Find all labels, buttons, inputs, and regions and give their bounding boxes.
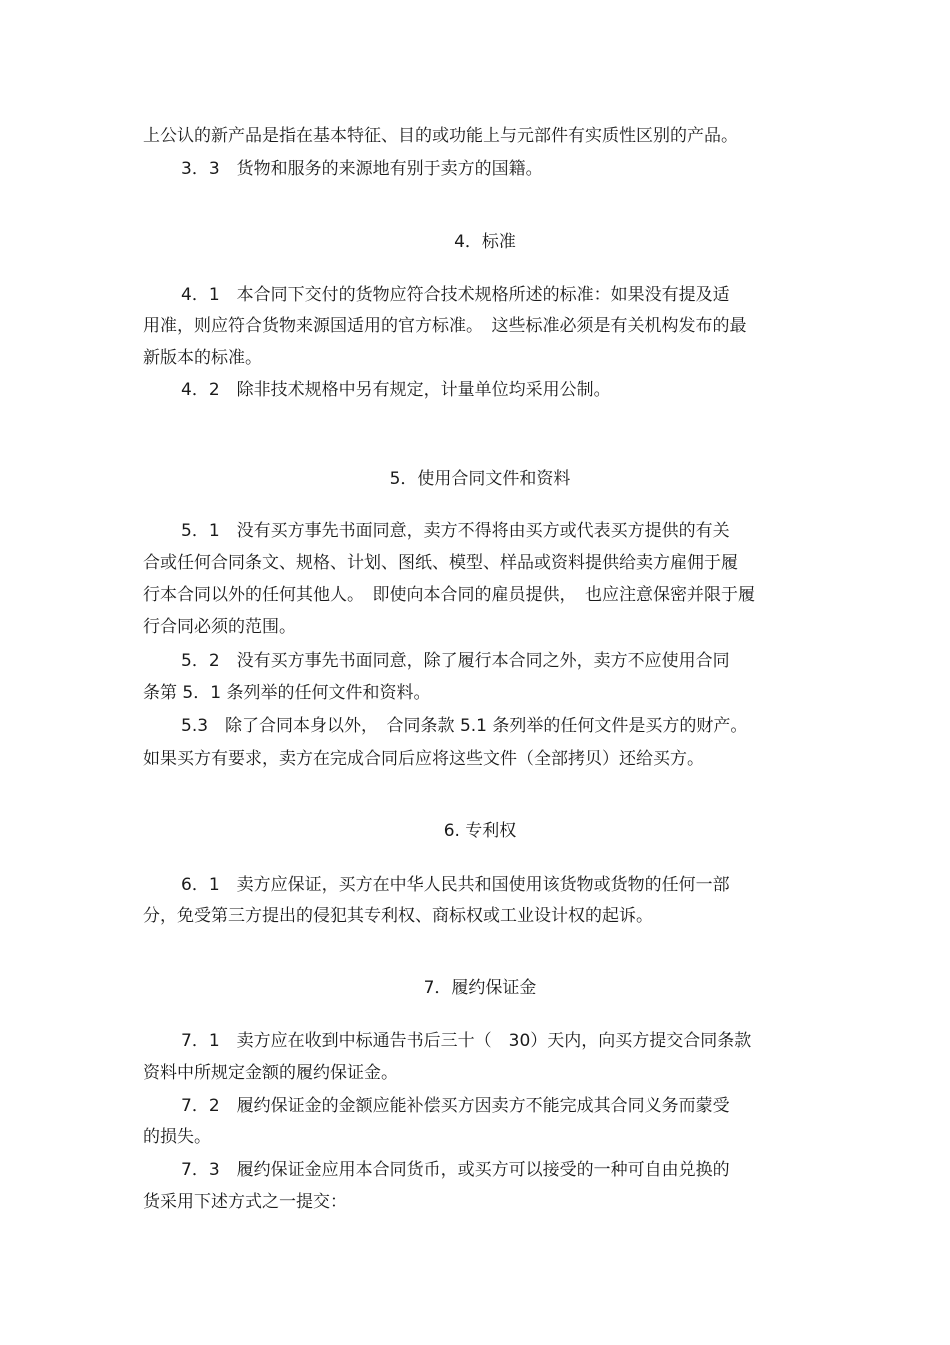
text-line: 3．3 货物和服务的来源地有别于卖方的国籍。 [181,159,543,179]
text-line: 行本合同以外的任何其他人。 即使向本合同的雇员提供， 也应注意保密并限于履 [143,585,755,605]
text-line: 如果买方有要求，卖方在完成合同后应将这些文件（全部拷贝）还给买方。 [143,749,704,769]
text-line: 分，免受第三方提出的侵犯其专利权、商标权或工业设计权的起诉。 [143,906,653,926]
section-heading: 5．使用合同文件和资料 [389,469,571,489]
text-line: 5．1 没有买方事先书面同意，卖方不得将由买方或代表买方提供的有关 [181,521,730,541]
text-line: 条第 5．1 条列举的任何文件和资料。 [143,683,431,703]
text-line: 上公认的新产品是指在基本特征、目的或功能上与元部件有实质性区别的产品。 [143,126,738,146]
text-line: 资料中所规定金额的履约保证金。 [143,1063,398,1083]
text-line: 7．3 履约保证金应用本合同货币，或买方可以接受的一种可自由兑换的 [181,1160,730,1180]
section-heading: 6. 专利权 [443,821,517,841]
text-line: 5.3 除了合同本身以外， 合同条款 5.1 条列举的任何文件是买方的财产。 [181,716,748,736]
text-line: 行合同必须的范围。 [143,617,296,637]
text-line: 新版本的标准。 [143,348,262,368]
text-line: 的损失。 [143,1127,211,1147]
text-line: 4．1 本合同下交付的货物应符合技术规格所述的标准：如果没有提及适 [181,285,730,305]
section-heading: 7．履约保证金 [423,978,537,998]
text-line: 7．1 卖方应在收到中标通告书后三十（ 30）天内，向买方提交合同条款 [181,1031,752,1051]
text-line: 合或任何合同条文、规格、计划、图纸、模型、样品或资料提供给卖方雇佣于履 [143,553,738,573]
text-line: 用准，则应符合货物来源国适用的官方标准。 这些标准必须是有关机构发布的最 [143,316,747,336]
section-heading: 4．标准 [454,232,516,252]
text-line: 7．2 履约保证金的金额应能补偿买方因卖方不能完成其合同义务而蒙受 [181,1096,730,1116]
text-line: 4．2 除非技术规格中另有规定，计量单位均采用公制。 [181,380,611,400]
text-line: 货采用下述方式之一提交： [143,1192,347,1212]
text-line: 6．1 卖方应保证，买方在中华人民共和国使用该货物或货物的任何一部 [181,875,730,895]
text-line: 5．2 没有买方事先书面同意，除了履行本合同之外，卖方不应使用合同 [181,651,730,671]
